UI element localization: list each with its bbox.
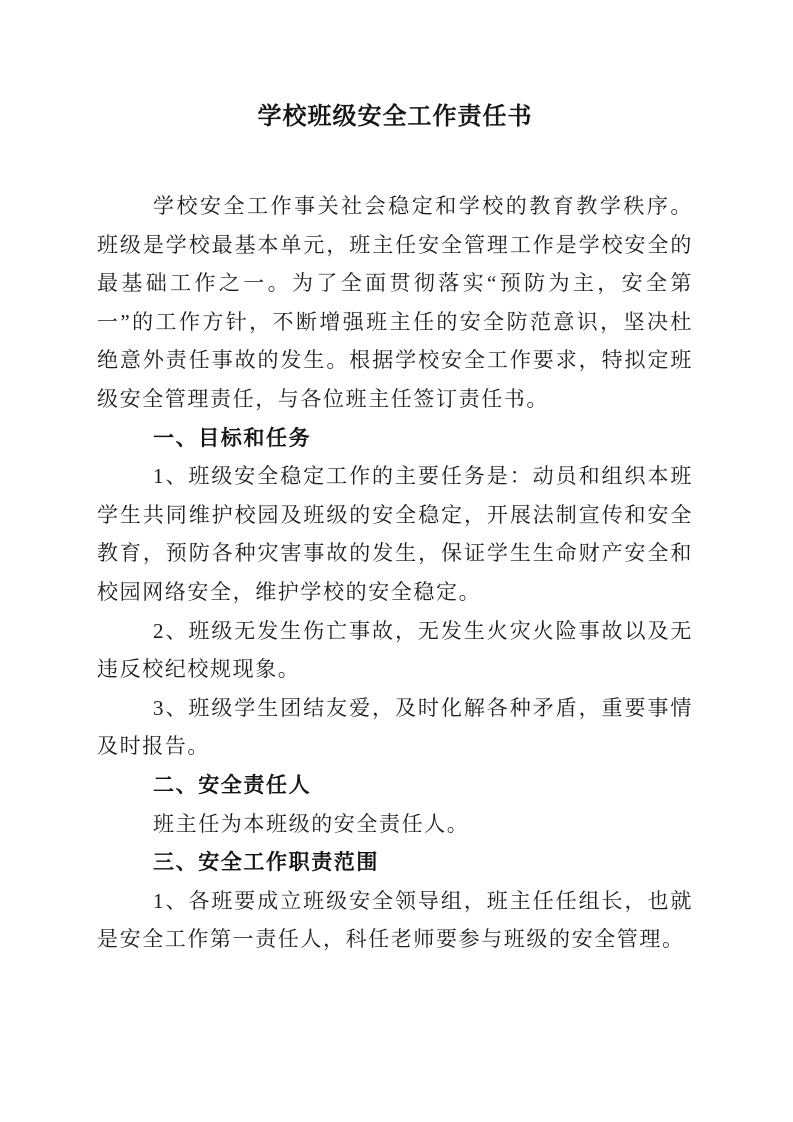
paragraph: 2、班级无发生伤亡事故，无发生火灾火险事故以及无违反校纪校规现象。 [97, 618, 693, 682]
paragraph: 3、班级学生团结友爱，及时化解各种矛盾，重要事情及时报告。 [97, 695, 693, 759]
paragraph: 班主任为本班级的安全责任人。 [153, 811, 470, 836]
section-heading: 三、安全工作职责范围 [153, 850, 379, 875]
paragraph: 1、各班要成立班级安全领导组，班主任任组长，也就是安全工作第一责任人，科任老师要参与班级的安全管理。 [97, 888, 693, 952]
paragraph: 学校安全工作事关社会稳定和学校的教育教学秩序。班级是学校最基本单元，班主任安全管理工作是学校安全的最基础工作之一。为了全面贯彻落实“预防为主，安全第一”的工作方针，不断增强班主任的安全防范意识，坚决杜绝意外责任事故的发生。根据学校安全工作要求，特拟定班级安全管理责任，与各位班主任签订责任书。 [97, 194, 693, 411]
section-heading: 一、目标和任务 [153, 425, 312, 450]
paragraph: 1、班级安全稳定工作的主要任务是：动员和组织本班学生共同维护校园及班级的安全稳定，开展法制宣传和安全教育，预防各种灾害事故的发生，保证学生生命财产安全和校园网络安全，维护学校的安全稳定。 [97, 464, 693, 604]
document-body [97, 187, 693, 959]
section-heading: 二、安全责任人 [153, 772, 312, 797]
document-title: 学校班级安全工作责任书 [257, 104, 533, 130]
